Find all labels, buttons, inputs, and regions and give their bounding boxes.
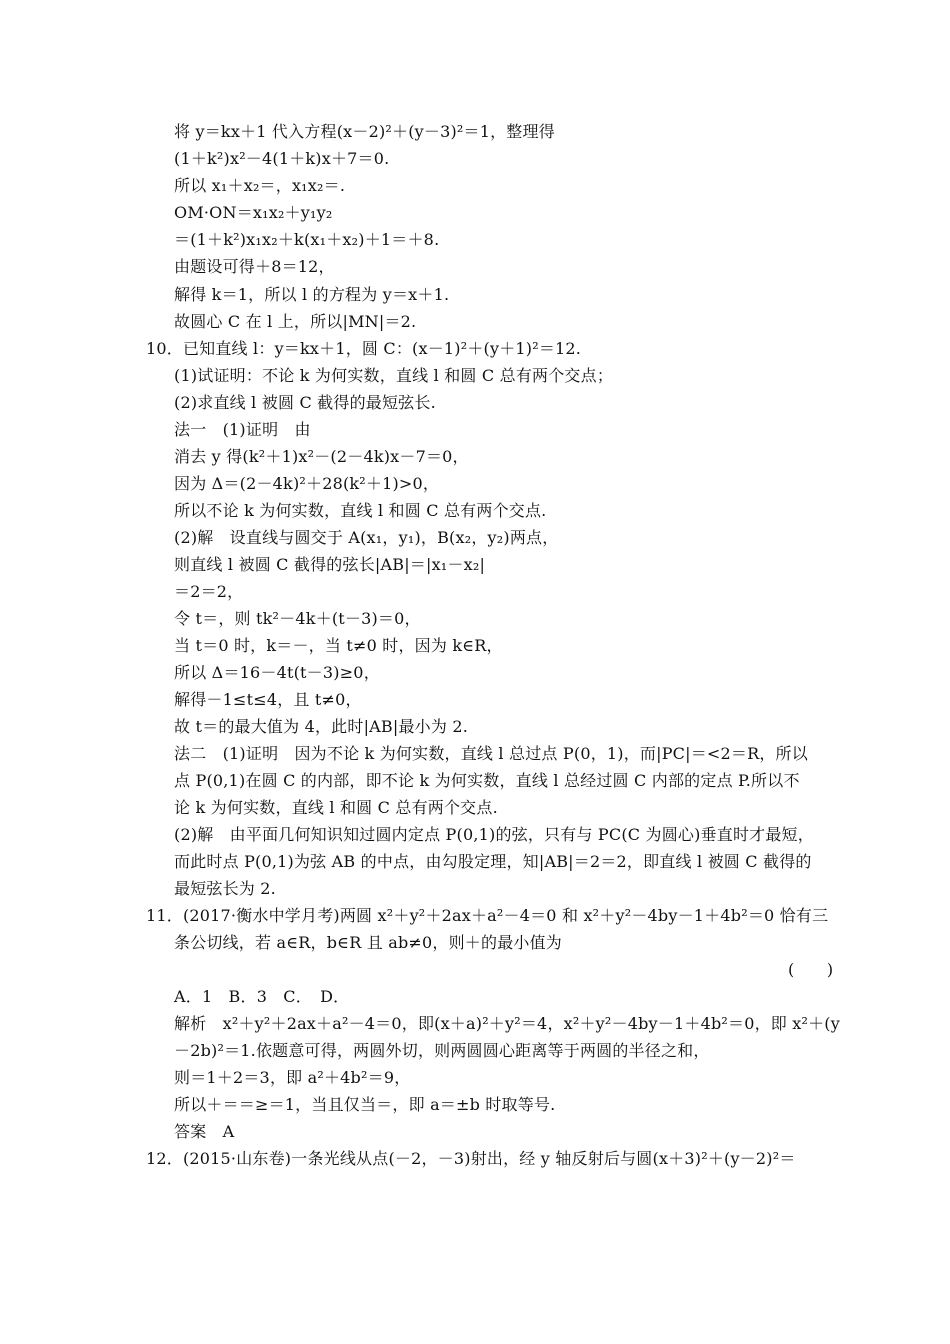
text-line: 故圆心 C 在 l 上，所以|MN|＝2. xyxy=(174,312,417,331)
text-line: 论 k 为何实数，直线 l 和圆 C 总有两个交点. xyxy=(174,798,498,817)
text-line: 点 P(0,1)在圆 C 的内部，即不论 k 为何实数，直线 l 总经过圆 C 内部的定点 P.所以不 xyxy=(174,771,800,790)
text-line: 而此时点 P(0,1)为弦 AB 的中点，由勾股定理，知|AB|＝2＝2，即直线 l 被圆 C 截得的 xyxy=(174,852,812,871)
text-line: 解得 k＝1，所以 l 的方程为 y＝x＋1. xyxy=(174,285,450,304)
text-line: 则直线 l 被圆 C 截得的弦长|AB|＝|x₁－x₂| xyxy=(174,555,486,574)
text-line: 法一 (1)证明 由 xyxy=(174,420,311,439)
text-line: OM·ON＝x₁x₂＋y₁y₂ xyxy=(174,203,333,222)
text-line: 当 t＝0 时，k＝－，当 t≠0 时，因为 k∈R， xyxy=(174,636,503,655)
text-line: (1)试证明：不论 k 为何实数，直线 l 和圆 C 总有两个交点； xyxy=(174,366,614,385)
text-line: 故 t＝的最大值为 4，此时|AB|最小为 2. xyxy=(174,717,469,736)
answer-line: 答案 A xyxy=(174,1122,235,1141)
text-line: 消去 y 得(k²＋1)x²－(2－4k)x－7＝0， xyxy=(174,447,469,466)
text-line: (2)求直线 l 被圆 C 截得的最短弦长. xyxy=(174,393,436,412)
text-line: －2b)²＝1.依题意可得，两圆外切，则两圆圆心距离等于两圆的半径之和， xyxy=(174,1041,710,1060)
text-line: 解析 x²＋y²＋2ax＋a²－4＝0，即(x＋a)²＋y²＝4，x²＋y²－4by－1＋4b²＝0，即 x²＋(y xyxy=(174,1014,840,1033)
text-line: 最短弦长为 2. xyxy=(174,879,276,898)
text-line: 解得－1≤t≤4，且 t≠0， xyxy=(174,690,362,709)
question-10-line: 10．已知直线 l：y＝kx＋1，圆 C：(x－1)²＋(y＋1)²＝12. xyxy=(146,339,582,358)
text-line: 所以＋＝＝≥＝1，当且仅当＝，即 a＝±b 时取等号. xyxy=(174,1095,556,1114)
text-line: 条公切线，若 a∈R，b∈R 且 ab≠0，则＋的最小值为 xyxy=(174,933,562,952)
text-line: 所以 x₁＋x₂＝，x₁x₂＝. xyxy=(174,176,346,195)
answer-options: A．1 B．3 C． D． xyxy=(174,987,350,1006)
text-line: 将 y＝kx＋1 代入方程(x－2)²＋(y－3)²＝1，整理得 xyxy=(174,122,555,141)
text-line: 令 t＝，则 tk²－4k＋(t－3)＝0， xyxy=(174,609,421,628)
text-line: (1＋k²)x²－4(1＋k)x＋7＝0. xyxy=(174,149,390,168)
text-line: ＝2＝2， xyxy=(174,582,244,601)
text-line: 则＝1＋2＝3，即 a²＋4b²＝9， xyxy=(174,1068,411,1087)
question-12-line: 12．(2015·山东卷)一条光线从点(－2，－3)射出，经 y 轴反射后与圆(x＋3)²＋(y－2)²＝ xyxy=(146,1149,796,1168)
answer-bracket: ( ) xyxy=(788,960,834,979)
question-11-line: 11．(2017·衡水中学月考)两圆 x²＋y²＋2ax＋a²－4＝0 和 x²＋y²－4by－1＋4b²＝0 恰有三 xyxy=(146,906,829,925)
text-line: (2)解 设直线与圆交于 A(x₁，y₁)，B(x₂，y₂)两点， xyxy=(174,528,559,547)
text-line: 法二 (1)证明 因为不论 k 为何实数，直线 l 总过点 P(0，1)，而|PC|＝<2＝R，所以 xyxy=(174,744,808,763)
text-line: 所以 Δ＝16－4t(t－3)≥0， xyxy=(174,663,380,682)
text-line: 因为 Δ＝(2－4k)²＋28(k²＋1)>0， xyxy=(174,474,440,493)
text-line: 由题设可得＋8＝12， xyxy=(174,257,335,276)
text-line: (2)解 由平面几何知识知过圆内定点 P(0,1)的弦，只有与 PC(C 为圆心)垂直时才最短， xyxy=(174,825,814,844)
text-line: 所以不论 k 为何实数，直线 l 和圆 C 总有两个交点. xyxy=(174,501,547,520)
text-line: ＝(1＋k²)x₁x₂＋k(x₁＋x₂)＋1＝＋8. xyxy=(174,230,440,249)
